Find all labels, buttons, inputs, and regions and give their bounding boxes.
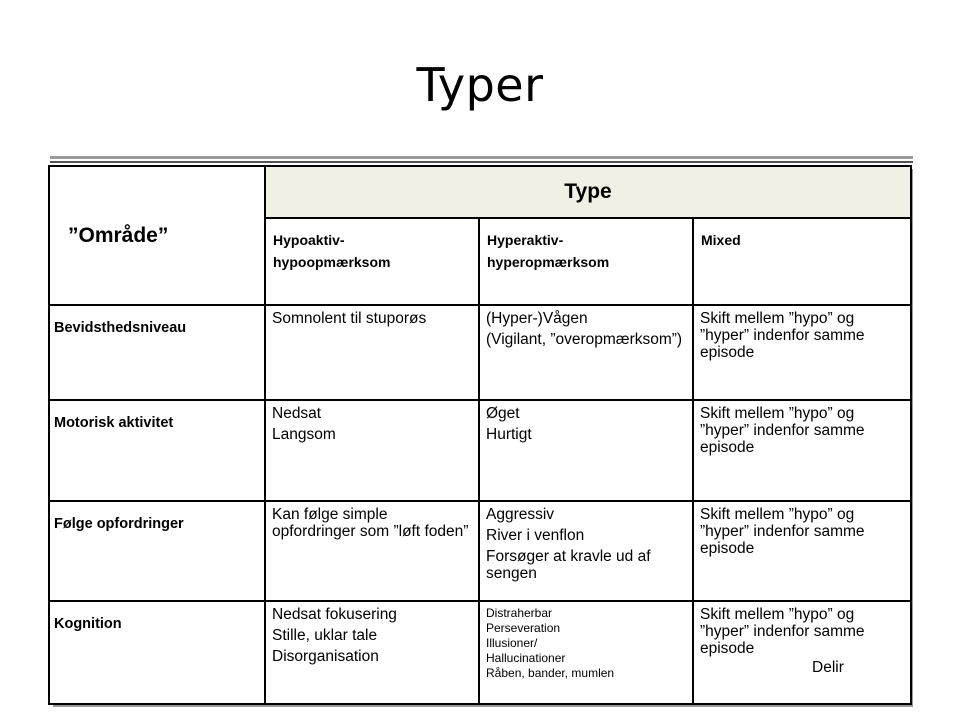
area-header: ”Område” bbox=[49, 166, 265, 305]
cell-line: (Hyper-)Vågen bbox=[486, 309, 588, 327]
cell-hypoactive bbox=[265, 305, 479, 400]
title-divider-secondary bbox=[50, 161, 913, 163]
cell-line: Skift mellem ”hypo” og ”hyper” indenfor samme episode bbox=[700, 309, 865, 361]
cell-line: Nedsat fokusering bbox=[272, 605, 397, 623]
cell-hyperactive bbox=[479, 400, 693, 501]
title-divider bbox=[50, 156, 913, 159]
column-header-hyperactive-line1: Hyperaktiv- bbox=[487, 231, 564, 248]
column-header-mixed: Mixed bbox=[693, 218, 911, 305]
cell-line: Distraherbar bbox=[486, 605, 553, 620]
row-label: Kognition bbox=[49, 601, 265, 705]
cell-line: Skift mellem ”hypo” og ”hyper” indenfor samme episode bbox=[700, 506, 865, 558]
cell-line: Skift mellem ”hypo” og ”hyper” indenfor samme episode bbox=[700, 404, 865, 456]
row-label: Bevidsthedsniveau bbox=[49, 305, 265, 400]
cell-line: (Vigilant, ”overopmærksom”) bbox=[486, 330, 683, 348]
cell-hypoactive bbox=[265, 501, 479, 600]
cell-hyperactive bbox=[479, 305, 693, 400]
type-header: Type bbox=[265, 166, 911, 218]
cell-line: Råben, bander, mumlen bbox=[486, 665, 615, 680]
table-row bbox=[49, 601, 911, 705]
cell-line: Somnolent til stuporøs bbox=[272, 309, 427, 327]
cell-line: Langsom bbox=[272, 425, 336, 443]
cell-hyperactive bbox=[479, 601, 693, 705]
cell-mixed bbox=[693, 501, 911, 600]
cell-mixed bbox=[693, 601, 911, 705]
cell-line: Stille, uklar tale bbox=[272, 626, 378, 644]
cell-hyperactive bbox=[479, 501, 693, 600]
cell-line: Illusioner/ bbox=[486, 635, 538, 650]
cell-line: Disorganisation bbox=[272, 647, 379, 665]
cell-hypoactive bbox=[265, 601, 479, 705]
row-label: Følge opfordringer bbox=[49, 501, 265, 600]
table-row bbox=[49, 400, 911, 501]
cell-mixed bbox=[693, 305, 911, 400]
cell-hypoactive bbox=[265, 400, 479, 501]
cell-line: Perseveration bbox=[486, 620, 561, 635]
cell-line: Aggressiv bbox=[486, 506, 555, 524]
cell-line: Forsøger at kravle ud af sengen bbox=[486, 548, 651, 583]
cell-line: Skift mellem ”hypo” og ”hyper” indenfor samme episode bbox=[700, 605, 865, 657]
cell-mixed bbox=[693, 400, 911, 501]
cell-line: Hurtigt bbox=[486, 425, 532, 443]
cell-line: Hallucinationer bbox=[486, 650, 566, 665]
column-header-hypoactive-line2: hypoopmærksom bbox=[273, 253, 391, 270]
footer-label-delir: Delir bbox=[812, 658, 844, 676]
column-header-hyperactive bbox=[479, 218, 693, 305]
row-label: Motorisk aktivitet bbox=[49, 400, 265, 501]
delirium-types-table bbox=[48, 165, 912, 705]
cell-line: Øget bbox=[486, 404, 520, 422]
column-header-hypoactive bbox=[265, 218, 479, 305]
column-header-hypoactive-line1: Hypoaktiv- bbox=[273, 231, 345, 248]
slide-title: Typer bbox=[416, 58, 544, 112]
cell-line: River i venflon bbox=[486, 527, 585, 545]
table-row bbox=[49, 305, 911, 400]
cell-line: Nedsat bbox=[272, 404, 322, 422]
column-header-hyperactive-line2: hyperopmærksom bbox=[487, 253, 610, 270]
cell-line: Kan følge simple opfordringer som ”løft foden” bbox=[272, 506, 469, 541]
table-row bbox=[49, 501, 911, 600]
